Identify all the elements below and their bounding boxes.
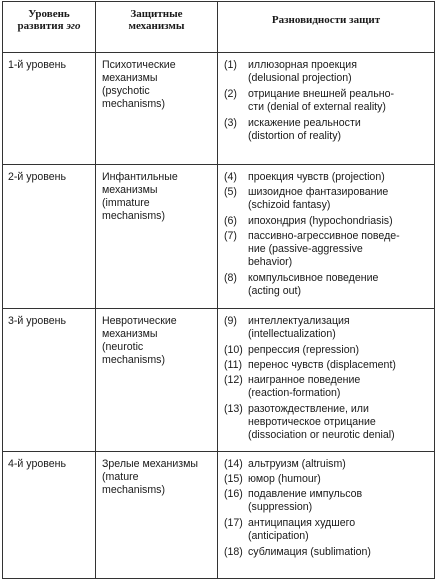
defense-item-text (248, 458, 430, 471)
defense-item-number: (11) (224, 359, 243, 371)
mechanism-line: механизмы (102, 72, 158, 84)
defense-item (224, 374, 430, 400)
defense-item (224, 517, 430, 543)
defense-item (224, 272, 430, 298)
mechanism-line: Зрелые механизмы (102, 458, 198, 470)
defense-types-cell (218, 309, 435, 452)
defense-item-line: (delusional projection) (248, 72, 352, 84)
defense-item-line: (anticipation) (248, 530, 309, 542)
defense-item (224, 215, 430, 228)
defense-types-cell (218, 452, 435, 579)
defense-item-line: ипохондрия (hypochondriasis) (248, 215, 393, 227)
defense-item-text (248, 374, 430, 400)
defense-item-text (248, 517, 430, 543)
header-level (3, 2, 96, 53)
defense-item-number: (3) (224, 117, 237, 129)
defense-item-number: (13) (224, 403, 243, 415)
mechanism-line: Невротические (102, 315, 177, 327)
header-row (3, 2, 435, 53)
defense-item-line: альтруизм (altruism) (248, 458, 346, 470)
defense-item-text (248, 272, 430, 298)
defense-item-line: перенос чувств (displacement) (248, 359, 396, 371)
defense-item-line: шизоидное фантазирование (248, 186, 389, 198)
mechanism-line: механизмы (102, 184, 158, 196)
defense-item-line: интеллектуализация (248, 315, 350, 327)
mechanism-cell (96, 53, 218, 165)
defense-item-number: (2) (224, 88, 237, 100)
mechanism-line: (neurotic (102, 341, 144, 353)
level-cell (3, 452, 96, 579)
defense-item-line: наигранное поведение (248, 374, 361, 386)
mechanism-line: Психотические (102, 59, 176, 71)
defense-item-number: (9) (224, 315, 237, 327)
level-label: 4-й уровень (8, 458, 67, 470)
mechanism-cell (96, 452, 218, 579)
defense-item-number: (4) (224, 171, 237, 183)
mechanism-cell (96, 165, 218, 309)
header-mechanisms (96, 2, 218, 53)
mechanism-line: mechanisms) (102, 354, 165, 366)
level-cell (3, 309, 96, 452)
defense-item-text (248, 473, 430, 486)
mechanism-line: (psychotic (102, 85, 150, 97)
header-mechanisms-line1: Защитные (130, 8, 183, 20)
defense-item-line: (reaction-formation) (248, 387, 341, 399)
defense-item-line: подавление импульсов (248, 488, 363, 500)
defense-types-cell (218, 53, 435, 165)
defense-item-line: behavior) (248, 256, 293, 268)
defense-item-line: сти (denial of external reality) (248, 101, 386, 113)
defense-item (224, 315, 430, 341)
defense-types-cell (218, 165, 435, 309)
table-row (3, 452, 435, 579)
defense-item (224, 403, 430, 442)
defense-item-line: пассивно-агрессивное поведе- (248, 230, 400, 242)
defense-item-number: (1) (224, 59, 237, 71)
defense-item-line: проекция чувств (projection) (248, 171, 385, 183)
defense-item-number: (8) (224, 272, 237, 284)
defense-item-line: антиципация худшего (248, 517, 356, 529)
defense-item-number: (7) (224, 230, 237, 242)
defense-item (224, 546, 430, 559)
mechanism-cell (96, 309, 218, 452)
mechanism-line: (immature (102, 197, 150, 209)
defense-item-line: (dissociation or neurotic denial) (248, 429, 395, 441)
header-types (218, 2, 435, 53)
mechanism-line: Инфантильные (102, 171, 178, 183)
defense-item (224, 171, 430, 184)
defense-item-line: (distortion of reality) (248, 130, 342, 142)
defense-item-text (248, 344, 430, 357)
defense-item-line: компульсивное поведение (248, 272, 379, 284)
defense-item-line: невротическое отрицание (248, 416, 376, 428)
defense-item-text (248, 171, 430, 184)
defense-item (224, 117, 430, 143)
defense-item (224, 88, 430, 114)
defense-item-text (248, 403, 430, 442)
defense-item-text (248, 59, 430, 85)
mechanism-line: mechanisms) (102, 98, 165, 110)
defense-item (224, 488, 430, 514)
defense-item-line: разотождествление, или (248, 403, 369, 415)
level-cell (3, 53, 96, 165)
defense-item-text (248, 215, 430, 228)
defense-item-text (248, 88, 430, 114)
defense-item-text (248, 546, 430, 559)
defense-item (224, 59, 430, 85)
defense-item-text (248, 359, 430, 372)
defense-item-line: юмор (humour) (248, 473, 321, 485)
level-cell (3, 165, 96, 309)
defense-item (224, 230, 430, 269)
defense-item-line: сублимация (sublimation) (248, 546, 371, 558)
defense-item-line: (intellectualization) (248, 328, 336, 340)
level-label: 1-й уровень (8, 59, 67, 71)
header-mechanisms-line2: механизмы (128, 20, 185, 32)
defense-item-number: (16) (224, 488, 243, 500)
mechanism-line: механизмы (102, 328, 158, 340)
defense-item-number: (6) (224, 215, 237, 227)
header-level-line1: Уровень (28, 8, 70, 20)
level-label: 2-й уровень (8, 171, 67, 183)
defense-item (224, 344, 430, 357)
defense-item-text (248, 488, 430, 514)
defense-item-text (248, 186, 430, 212)
defense-item (224, 186, 430, 212)
defense-item-line: (schizoid fantasy) (248, 199, 331, 211)
header-level-line2: развития (17, 20, 67, 32)
defense-item-line: (suppression) (248, 501, 313, 513)
defense-levels-table (2, 1, 435, 579)
table-body (3, 53, 435, 579)
defense-item (224, 473, 430, 486)
defense-item (224, 458, 430, 471)
mechanism-line: (mature (102, 471, 139, 483)
defense-item-number: (14) (224, 458, 243, 470)
table-row (3, 165, 435, 309)
table-row (3, 53, 435, 165)
defense-item-line: отрицание внешней реально- (248, 88, 395, 100)
table-row (3, 309, 435, 452)
defense-item-number: (15) (224, 473, 243, 485)
defense-item-number: (12) (224, 374, 243, 386)
mechanism-line: mechanisms) (102, 484, 165, 496)
defense-item-text (248, 117, 430, 143)
defense-item-line: (acting out) (248, 285, 301, 297)
defense-item-line: искажение реальности (248, 117, 361, 129)
defense-item-number: (10) (224, 344, 243, 356)
mechanism-line: mechanisms) (102, 210, 165, 222)
defense-item-number: (17) (224, 517, 243, 529)
header-level-ego: эго (66, 20, 81, 32)
level-label: 3-й уровень (8, 315, 67, 327)
defense-item-line: иллюзорная проекция (248, 59, 357, 71)
defense-item-text (248, 315, 430, 341)
defense-item-text (248, 230, 430, 269)
defense-item-number: (5) (224, 186, 237, 198)
defense-item (224, 359, 430, 372)
header-types-label: Разновидности защит (271, 14, 381, 26)
defense-item-line: репрессия (repression) (248, 344, 360, 356)
defense-item-number: (18) (224, 546, 243, 558)
defense-item-line: ние (passive-aggressive (248, 243, 363, 255)
